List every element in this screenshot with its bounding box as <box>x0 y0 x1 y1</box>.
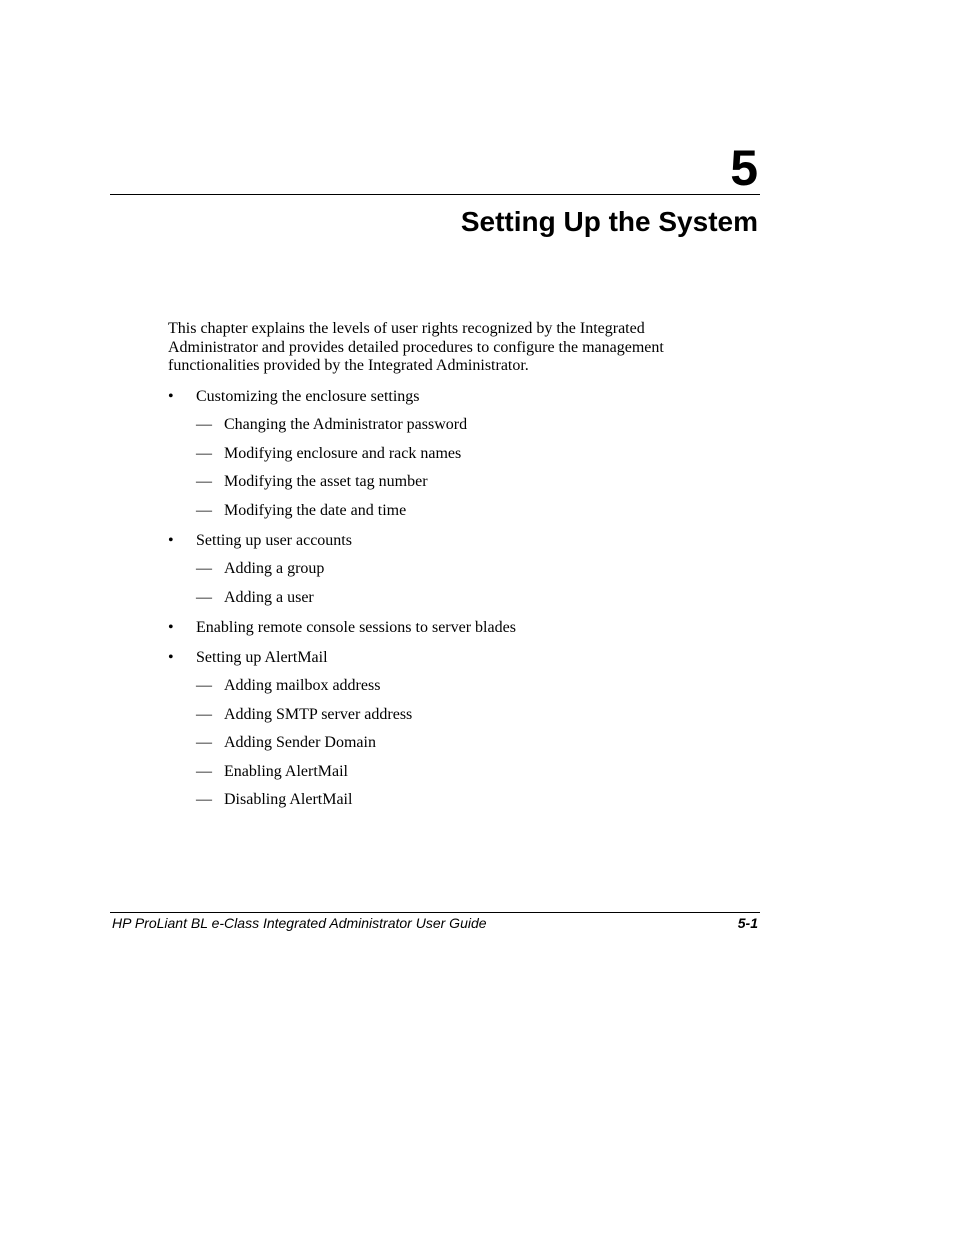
topic-item <box>168 618 728 637</box>
dash-icon: — <box>196 588 212 606</box>
chapter-number: 5 <box>730 140 758 196</box>
subtopic-item <box>196 676 728 695</box>
subtopic-label: Adding SMTP server address <box>224 705 413 723</box>
chapter-body <box>168 320 728 809</box>
subtopic-item <box>196 733 728 752</box>
subtopic-item <box>196 501 728 520</box>
topic-label: Setting up user accounts <box>196 531 352 549</box>
dash-icon: — <box>196 734 212 751</box>
topic-item <box>168 531 728 607</box>
topic-list <box>168 387 728 810</box>
topic-item <box>168 648 728 810</box>
subtopic-label: Modifying enclosure and rack names <box>224 444 462 462</box>
bullet-icon: • <box>168 387 174 405</box>
subtopic-list <box>196 415 728 520</box>
subtopic-item <box>196 762 728 781</box>
dash-icon: — <box>196 677 212 694</box>
page-number: 5-1 <box>737 915 758 931</box>
topic-label: Enabling remote console sessions to server blades <box>196 618 516 636</box>
subtopic-item <box>196 415 728 434</box>
subtopic-item <box>196 588 728 607</box>
footer-title: HP ProLiant BL e-Class Integrated Administrator User Guide <box>112 915 487 931</box>
bullet-icon: • <box>168 618 174 636</box>
dash-icon: — <box>196 473 212 490</box>
subtopic-list <box>196 559 728 607</box>
subtopic-label: Disabling AlertMail <box>224 791 353 808</box>
subtopic-label: Modifying the asset tag number <box>224 473 428 490</box>
dash-icon: — <box>196 560 212 577</box>
subtopic-label: Adding mailbox address <box>224 677 381 694</box>
subtopic-item <box>196 559 728 578</box>
dash-icon: — <box>196 416 212 433</box>
dash-icon: — <box>196 501 212 519</box>
subtopic-label: Adding a group <box>224 560 325 577</box>
chapter-title: Setting Up the System <box>460 206 758 237</box>
subtopic-item <box>196 790 728 809</box>
dash-icon: — <box>196 762 212 780</box>
dash-icon: — <box>196 705 212 723</box>
topic-item <box>168 387 728 520</box>
subtopic-list <box>196 676 728 809</box>
subtopic-item <box>196 444 728 463</box>
subtopic-label: Adding a user <box>224 588 314 606</box>
topic-label: Setting up AlertMail <box>196 648 328 666</box>
chapter-divider <box>110 194 760 195</box>
subtopic-label: Enabling AlertMail <box>224 762 348 780</box>
subtopic-label: Changing the Administrator password <box>224 416 468 433</box>
bullet-icon: • <box>168 648 174 666</box>
dash-icon: — <box>196 444 212 462</box>
subtopic-label: Adding Sender Domain <box>224 734 376 751</box>
subtopic-item <box>196 472 728 491</box>
topic-label: Customizing the enclosure settings <box>196 387 420 405</box>
bullet-icon: • <box>168 531 174 549</box>
subtopic-label: Modifying the date and time <box>224 501 407 519</box>
dash-icon: — <box>196 791 212 808</box>
intro-paragraph: This chapter explains the levels of user rights recognized by the Integrated Administrator and provides detailed procedures to configure the management functionalities provided by the Integrated Administrator. <box>168 320 664 374</box>
footer-divider <box>110 912 760 913</box>
subtopic-item <box>196 705 728 724</box>
